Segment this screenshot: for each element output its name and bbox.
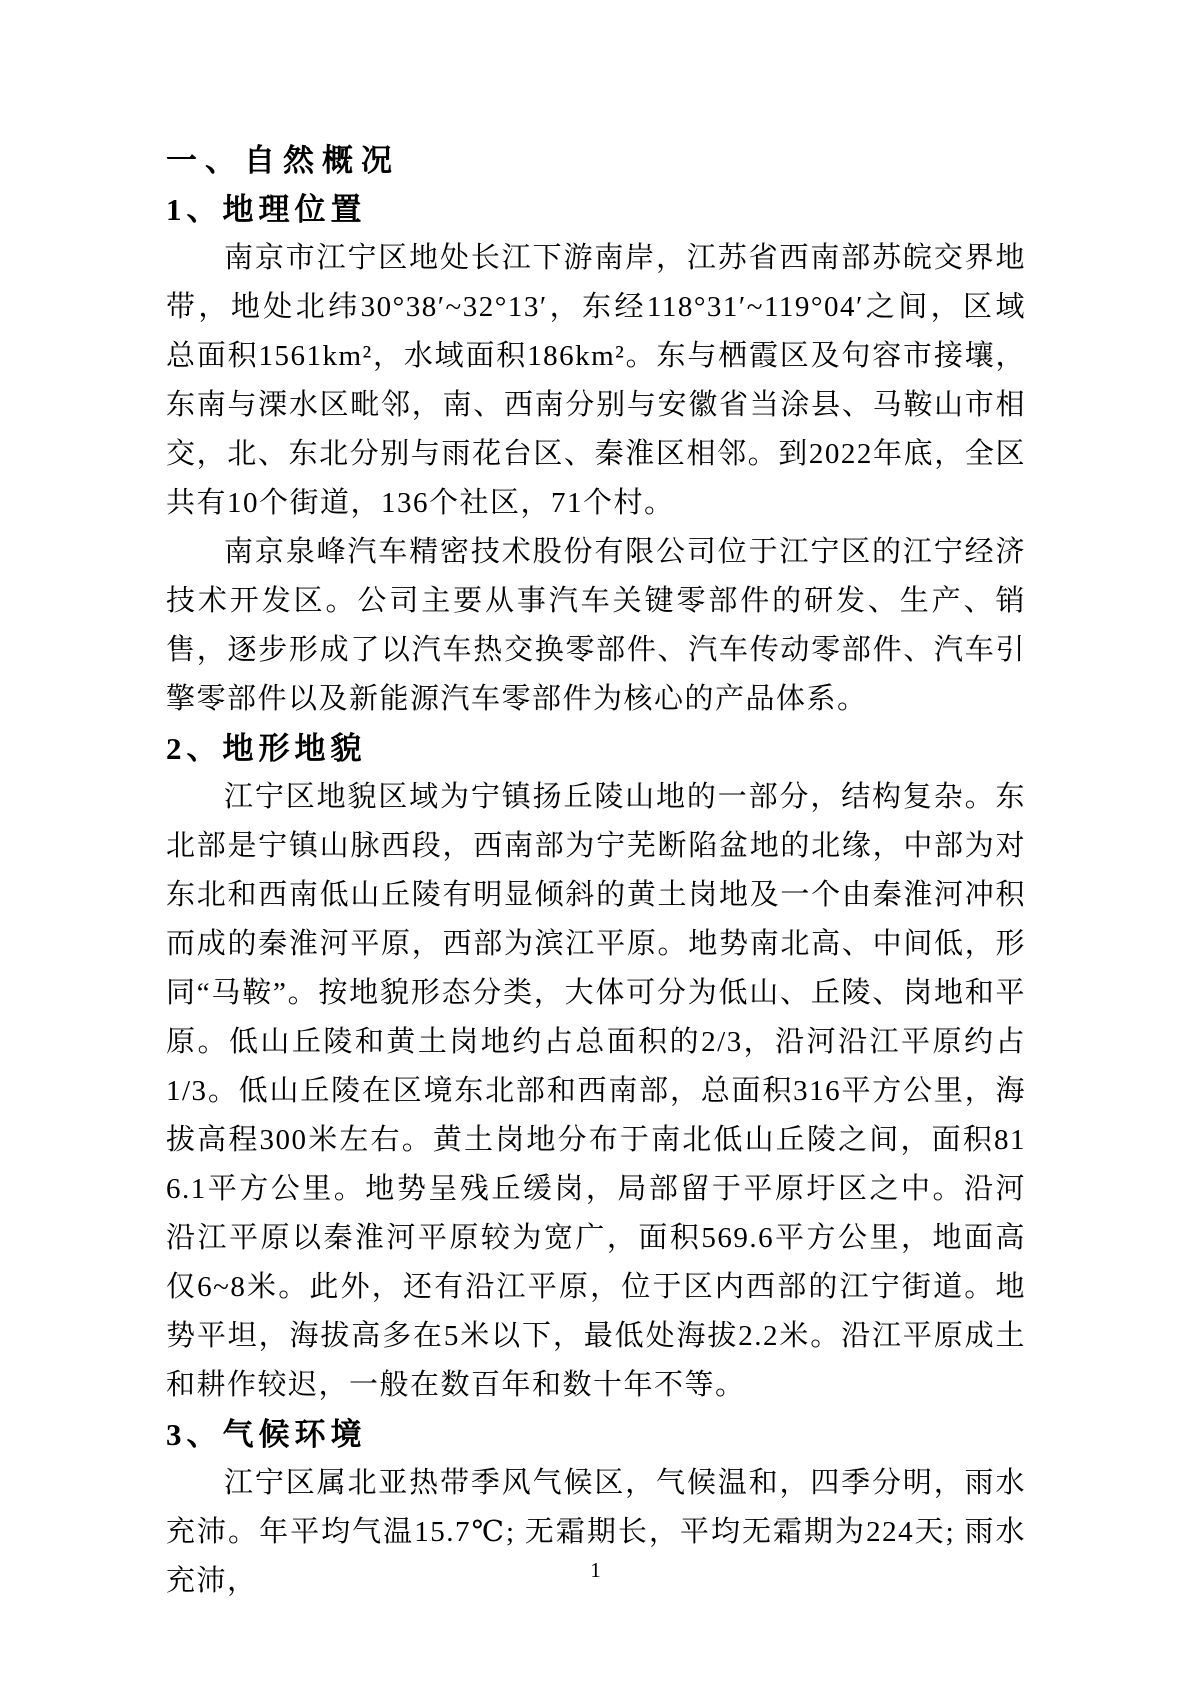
page-number: 1	[590, 1558, 601, 1582]
main-heading: 一、自然概况	[166, 143, 400, 178]
section-heading-terrain: 2、地形地貌	[166, 731, 367, 766]
paragraph-climate-1: 江宁区属北亚热带季风气候区，气候温和，四季分明，雨水充沛。年平均气温15.7℃; 无霜期长，平均无霜期为224天; 雨水充沛，	[166, 1467, 1026, 1597]
paragraph-terrain-1: 江宁区地貌区域为宁镇扬丘陵山地的一部分，结构复杂。东北部是宁镇山脉西段，西南部为宁芜断陷盆地的北缘，中部为对东北和西南低山丘陵有明显倾斜的黄土岗地及一个由秦淮河冲积而成的秦淮河平原，西部为滨江平原。地势南北高、中间低，形同“马鞍”。按地貌形态分类，大体可分为低山、丘陵、岗地和平原。低山丘陵和黄土岗地约占总面积的2/3，沿河沿江平原约占1/3。低山丘陵在区境东北部和西南部，总面积316平方公里，海拔高程300米左右。黄土岗地分布于南北低山丘陵之间，面积816.1平方公里。地势呈残丘缓岗，局部留于平原圩区之中。沿河沿江平原以秦淮河平原较为宽广，面积569.6平方公里，地面高仅6~8米。此外，还有沿江平原，位于区内西部的江宁街道。地势平坦，海拔高多在5米以下，最低处海拔2.2米。沿江平原成土和耕作较迟，一般在数百年和数十年不等。	[166, 781, 1026, 1401]
paragraph-location-2: 南京泉峰汽车精密技术股份有限公司位于江宁区的江宁经济技术开发区。公司主要从事汽车关键零部件的研发、生产、销售，逐步形成了以汽车热交换零部件、汽车传动零部件、汽车引擎零部件以及新能源汽车零部件为核心的产品体系。	[166, 536, 1026, 715]
paragraph-location-1: 南京市江宁区地处长江下游南岸，江苏省西南部苏皖交界地带，地处北纬30°38′~32°13′，东经118°31′~119°04′之间，区域总面积1561km²，水域面积186km²。东与栖霞区及句容市接壤，东南与溧水区毗邻，南、西南分别与安徽省当涂县、马鞍山市相交，北、东北分别与雨花台区、秦淮区相邻。到2022年底，全区共有10个街道，136个社区，71个村。	[166, 242, 1026, 519]
section-heading-climate: 3、气候环境	[166, 1417, 367, 1452]
document-content	[166, 136, 1026, 1606]
section-heading-location: 1、地理位置	[166, 192, 367, 227]
